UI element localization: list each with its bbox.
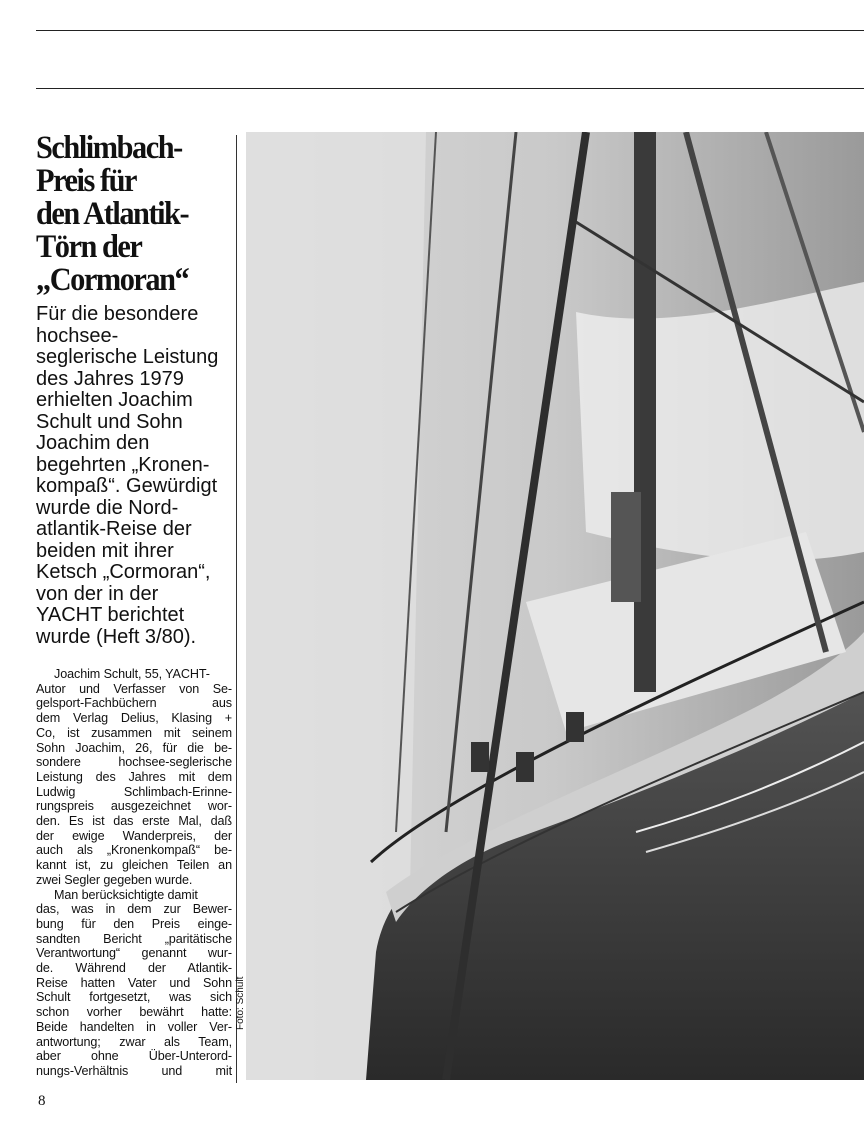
body-line: Leistung des Jahres mit dem [36,769,232,784]
body-line: sondere hochsee-seglerische [36,755,232,770]
body-line: bung für den Preis einge- [36,916,232,931]
body-line: Reise hatten Vater und Sohn [36,975,232,990]
body-line: gelsport-Fachbüchern aus [36,696,232,711]
body-line: aber ohne Über-Unterord- [36,1049,232,1064]
lead-line: wurde die Nord- [36,496,179,519]
lead-line: Ketsch „Cormoran“, [36,561,211,583]
article-body [36,667,232,1079]
lead-line: Für die besondere [36,303,199,325]
body-line: antwortung; zwar als Team, [36,1034,232,1049]
lead-line: begehrten „Kronen- [36,453,210,476]
headline-line: Törn der [36,229,142,265]
lead-line: wurde (Heft 3/80). [36,625,197,648]
body-line: Schult fortgesetzt, was sich [36,990,232,1005]
headline-line: Preis für [36,163,137,199]
body-line: zwei Segler gegeben wurde. [36,872,193,887]
body-line: der ewige Wanderpreis, der [36,828,232,843]
winch [611,492,641,602]
lead-line: kompaß“. Gewürdigt [36,475,218,497]
body-line: sandten Bericht „paritätische [36,931,232,946]
body-line: nungs-Verhältnis und mit [36,1063,232,1078]
lead-line: hochsee- [36,324,119,347]
winch [516,752,534,782]
photo-credit: Foto: Schult [235,976,246,1030]
body-line: de. Während der Atlantik- [36,961,232,976]
mast [634,132,656,692]
body-line: Co, ist zusammen mit seinem [36,725,232,740]
lead-line: beiden mit ihrer [36,539,174,562]
body-line: den. Es ist das erste Mal, daß [36,814,232,829]
lead-line: von der in der [36,582,159,605]
page-number: 8 [38,1093,46,1109]
article-headline [36,132,220,297]
lead-line: Joachim den [36,432,150,454]
top-rule [36,30,864,31]
winch [566,712,584,742]
lead-line: atlantik-Reise der [36,518,192,540]
sailboat-photo [246,132,864,1080]
lead-line: erhielten Joachim [36,389,193,411]
body-line: rungspreis ausgezeichnet wor- [36,799,232,814]
body-line: das, was in dem zur Bewer- [36,902,232,917]
lead-paragraph [36,304,236,648]
lead-line: seglerische Leistung [36,346,219,368]
header-rule [36,88,864,89]
lead-line: YACHT berichtet [36,604,185,626]
body-line: Autor und Verfasser von Se- [36,681,232,696]
body-line: kannt ist, zu gleichen Teilen an [36,858,232,873]
body-line: schon vorher bewährt hatte: [36,1005,232,1020]
body-line: Verantwortung“ genannt wur- [36,946,232,961]
body-line: Ludwig Schlimbach-Erinne- [36,784,232,799]
headline-line: den Atlantik- [36,196,189,232]
body-line: Sohn Joachim, 26, für die be- [36,740,232,755]
lead-line: Schult und Sohn [36,410,183,433]
body-line: dem Verlag Delius, Klasing + [36,711,232,726]
lead-line: des Jahres 1979 [36,367,184,390]
body-line: Beide handelten in voller Ver- [36,1019,232,1034]
winch [471,742,489,772]
headline-line: Schlimbach- [36,130,182,166]
body-line: auch als „Kronenkompaß“ be- [36,843,232,858]
body-line: Joachim Schult, 55, YACHT- [54,667,210,681]
headline-line: „Cormoran“ [36,262,189,298]
body-line: Man berücksichtigte damit [54,887,198,902]
column-rule [236,135,237,1083]
